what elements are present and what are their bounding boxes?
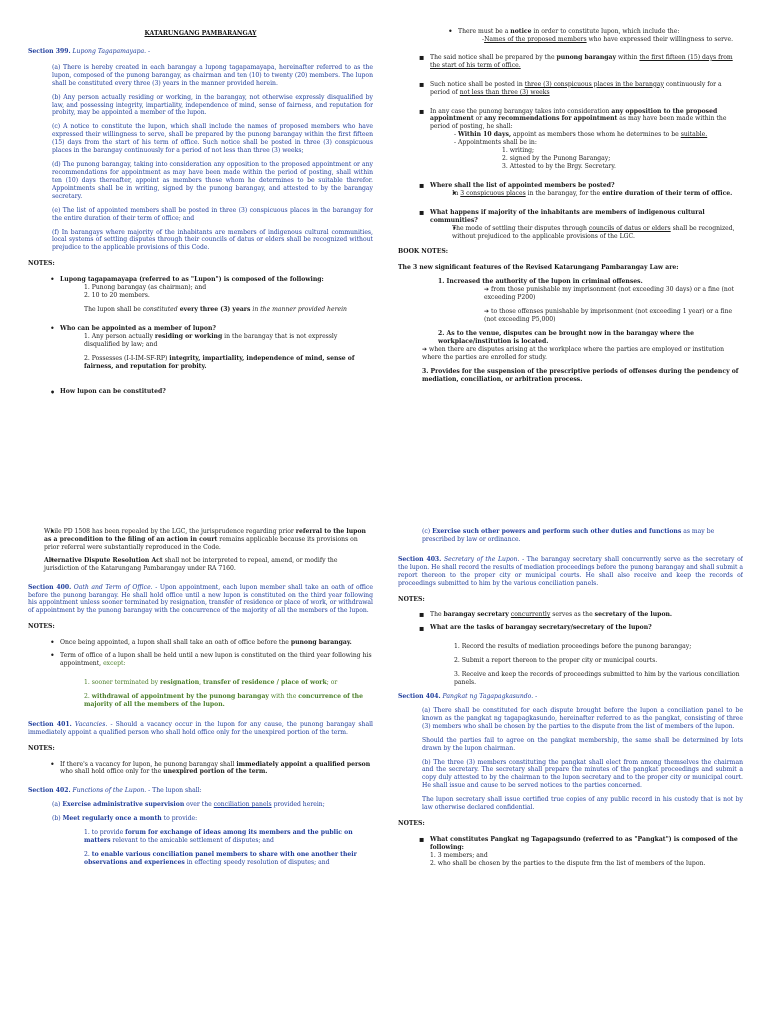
note-secretary-tasks-heading: ▪ What are the tasks of barangay secretary/secretary of the lupon? [398, 624, 743, 632]
text-run: - [482, 35, 485, 43]
section-text: - Upon appointment, each lupon member shall take an oath of office before the punong barangay. He shall hold office until a new lupon is constituted on the third year following his appointment unless sooner terminated by resignation, transfer of residence or place of work, or withdrawal of appointment by the punong barangay with the concurrence of the majority of all the members of the lupon. [28, 583, 373, 615]
note-appointment-process [398, 108, 743, 171]
text-run: within [616, 53, 640, 61]
page-quadrant-top-right [398, 28, 743, 483]
text-run: Such notice shall be posted in [430, 80, 525, 88]
text-run: as may be prescribed by law or ordinance. [422, 528, 715, 543]
notes-label: NOTES: [28, 623, 55, 631]
text-run: There must be a [458, 28, 511, 35]
text-run: Exercise administrative supervision [62, 801, 185, 809]
section-label: Section 402. [28, 787, 71, 795]
section-name: Oath and Term of Office. [71, 583, 153, 591]
document-title: KATARUNGANG PAMBARANGAY [144, 30, 257, 37]
note-heading: ▪ What happens if majority of the inhabitants are members of indigenous cultural communities? [430, 208, 705, 224]
list-item: 1. 3 members; and [430, 851, 488, 859]
text-run: Term of office of a lupon shall be held until a new lupon is constituted on the third year following his appointment, [60, 652, 372, 668]
section-404-a-2: Should the parties fail to agree on the pangkat membership, the same shall be determined by lots drawn by the lupon chairman. [422, 736, 743, 752]
text-run: the first fifteen (15) days from the start of his term of office. [430, 53, 733, 69]
text-run: shall not be interpreted to repeal, amend, or modify the jurisdiction of the Katarungang Pambarangay under RA 7160. [44, 556, 338, 572]
text-run: forum for exchange of ideas among its members and the public on matters [84, 829, 353, 845]
text-run: with the [268, 692, 299, 700]
section-402-a [52, 801, 373, 809]
text-run: If there's a vacancy for lupon, he punong barangay shall [60, 760, 237, 768]
text-run: barangay secretary [443, 611, 509, 619]
note-adr-act [28, 557, 373, 573]
section-label: Section 403. [398, 555, 442, 563]
text-run: concurrently [510, 611, 551, 619]
note-pd-1508 [28, 528, 373, 552]
text-run: Alternative Dispute Resolution Act [44, 556, 163, 564]
note-notice-requirement [398, 28, 743, 44]
section-399-a: (a) There is hereby created in each barangay a lupong tagapamayapa, hereinafter referred to as the lupon, composed of the punong barangay, as chairman and ten (10) to twenty (20) members. The lupon shall be constituted every three (3) years in the manner provided herein. [52, 63, 373, 87]
text-run: concurrence of the majority of all the members of the lupon. [84, 692, 363, 708]
text-run: 2. [84, 850, 92, 858]
note-indigenous-communities [398, 209, 743, 241]
text-run: 1. sooner terminated by [84, 678, 161, 686]
note-sub-item [482, 36, 743, 44]
section-399-b: (b) Any person actually residing or working, in the barangay, not otherwise expressly disqualified by law, and possessing integrity, impartiality, independence of mind, sense of fairness, and reputation for probity, may be appointed a member of the lupon. [52, 93, 373, 117]
text-run: Within 10 days, [458, 131, 512, 139]
notes-label: NOTES: [28, 744, 55, 752]
text-run: unexpired portion of the term. [163, 768, 268, 776]
text-run: any recommendations for appointment [484, 115, 618, 123]
feature-1: 1. Increased the authority of the lupon in criminal offenses. [438, 278, 643, 286]
text-run: Exercise such other powers and perform such other duties and functions [432, 528, 682, 535]
text-run: except: [103, 660, 126, 668]
text-run: residing or working [154, 332, 223, 340]
text-run: Once being appointed, a lupon shall shall take an oath of office before the [60, 639, 291, 647]
section-label: Section 399. [28, 47, 71, 55]
text-run: (c) [422, 528, 433, 535]
text-run: In any case the punong barangay takes into consideration [430, 107, 612, 115]
note-notice-posting [398, 81, 743, 97]
section-402 [28, 787, 373, 795]
section-402-b [52, 815, 373, 823]
text-run: punong barangay [556, 53, 617, 61]
text-run: In [452, 189, 461, 197]
note-notice-preparation [398, 54, 743, 70]
list-item: 1. Punong barangay (as chairman); and [84, 284, 207, 292]
text-run: as may have been made within the period of posting, he shall: [430, 115, 727, 131]
text-run: 2. Possesses (I-I-IM-SF-RP) [84, 354, 170, 362]
section-404-heading [398, 693, 743, 701]
text-run: appoint as members those whom he determines to be [511, 131, 681, 139]
text-run: (b) [52, 815, 63, 823]
section-label: Section 404. [398, 692, 441, 700]
note-sub-item: - Appointments shall be in: [454, 139, 537, 147]
text-run: in effecting speedy resolution of disputes; and [184, 858, 330, 866]
text-run: withdrawal of appointment by the punong barangay [91, 692, 269, 700]
text-run: Names of the proposed members [484, 35, 587, 43]
text-run: in the barangay that is not expressly disqualified by law; and [84, 332, 338, 348]
text-run: entire duration of their term of office. [602, 189, 733, 197]
text-run: any opposition to the proposed appointment [430, 107, 718, 123]
text-run: - [454, 131, 458, 139]
list-item: 2. 10 to 20 members. [84, 292, 150, 300]
text-run: continuously for a period of [430, 80, 722, 96]
text-run: 1. to provide [84, 829, 126, 837]
section-401 [28, 721, 373, 737]
text-run: in the manner provided herein [250, 305, 347, 313]
note-sub-item [454, 131, 743, 139]
text-run: , [199, 678, 204, 686]
task-1: 1. Record the results of mediation proceedings before the punong barangay; [454, 643, 692, 651]
note-list-posting [398, 182, 743, 198]
feature-2-detail: ➔ when there are disputes arising at the workplace where the parties are employed or institution where the parties are enrolled for study. [422, 345, 725, 361]
text-run: referral to the lupon as a precondition to the filing of an action in court [44, 528, 366, 543]
text-run: three (3) conspicuous places in the barangay [524, 80, 664, 88]
section-402-b-1 [84, 829, 373, 845]
note-pangkat-composition [398, 836, 743, 868]
text-run: every three (3) years [177, 305, 251, 313]
note-constitution [84, 306, 373, 314]
note-heading: • Who can be appointed as a member of lupon? [60, 324, 216, 332]
list-item: 1. writing; [502, 147, 535, 155]
section-399-f: (f) In barangays where majority of the inhabitants are members of indigenous cultural communities, local systems of settling disputes through their councils of datus or elders shall be recognized without prejudice to the applicable provisions of this Code. [52, 228, 373, 252]
note-vacancy [28, 761, 373, 777]
section-label: Section 400. [28, 583, 72, 591]
text-run: provided herein; [271, 801, 325, 809]
text-run: constituted [142, 305, 178, 313]
section-399-c: (c) A notice to constitute the lupon, which shall include the names of proposed members who have expressed their willingness to serve, shall be prepared by the punong barangay within the first fifteen (15) days from the start of his term of office. Such notice shall be posted in three (3) conspicuous places in the barangay continuously for a period of not less than three (3) weeks; [52, 123, 373, 155]
note-heading: ▪ What constitutes Pangkat ng Tagapagsundo (referred to as "Pangkat") is composed of the following: [430, 835, 738, 851]
text-run: punong barangay. [290, 639, 352, 647]
section-name: Lupong Tagapamayapa. - [70, 47, 151, 55]
exception-2 [84, 693, 373, 709]
note-oath [28, 639, 373, 647]
page-quadrant-bottom-right [398, 528, 743, 998]
section-400 [28, 584, 373, 616]
section-402-b-2 [84, 851, 373, 867]
list-item: 2. who shall be chosen by the parties to the dispute frm the list of members of the lupon. [430, 859, 706, 867]
note-heading: ▪ Where shall the list of appointed members be posted? [430, 181, 615, 189]
section-text: - Should a vacancy occur in the lupon for any cause, the punong barangay shall immediately appoint a qualified person who shall hold office only for the unexpired portion of the term. [28, 720, 373, 736]
text-run: relevant to the amicable settlement of disputes; and [110, 837, 274, 845]
section-label: Section 401. [28, 720, 72, 728]
text-run: 3 conspicuous places [460, 189, 526, 197]
section-404-b: (b) The three (3) members constituting the pangkat shall elect from among themselves the chairman and the secretary. The secretary shall prepare the minutes of the pangkat proceedings and submit a copy duly attested to by the chairman to the lupon secretary and to the proper city or municipal court. He shall issue and cause to be served notices to the parties concerned. [422, 758, 743, 790]
section-399-heading [28, 48, 373, 56]
list-item: 3. Attested to by the Brgy. Secretary. [502, 162, 616, 170]
book-notes-intro: The 3 new significant features of the Revised Katarungang Pambarangay Law are: [398, 264, 679, 272]
text-run: integrity, impartiality, independence of mind, sense of fairness, and reputation for probity. [84, 354, 355, 370]
text-run: resignation [160, 678, 200, 686]
note-sub-item [430, 190, 743, 198]
text-run: to enable various conciliation panel members to share with one another their observations and experiences [84, 850, 357, 866]
text-run: immediately appoint a qualified person [236, 760, 371, 768]
text-run: shall be recognized, without prejudiced to the applicable provisions of the LGC. [452, 224, 735, 240]
list-item [84, 355, 373, 371]
notes-label: NOTES: [398, 595, 425, 603]
text-run: secretary of the lupon. [594, 611, 673, 619]
text-run: who shall hold office only for the [60, 768, 164, 776]
text-run: over the [184, 801, 214, 809]
note-who-can-be-appointed [28, 325, 373, 371]
text-run: remains applicable because its provisions on prior referral were substantially reproduced in the Code. [44, 535, 358, 551]
text-run: The lupon shall be [84, 305, 143, 313]
text-run: ; or [326, 678, 338, 686]
text-run: 2. [84, 692, 92, 700]
text-run: The said notice shall be prepared by the [430, 53, 557, 61]
notes-label: NOTES: [28, 260, 55, 268]
notes-label: NOTES: [398, 820, 425, 828]
text-run: who have expressed their willingness to serve. [586, 35, 734, 43]
section-404-a: (a) There shall be constituted for each dispute brought before the lupon a conciliation panel to be known as the pangkat ng tagapagkasundo, hereinafter referred to as the pangkat, consisting of three (3) members who shall be chosen by the parties to the dispute from the list of members of the lupon. [422, 706, 743, 730]
text-run: serves as the [550, 611, 595, 619]
section-name: Secretary of the Lupon. [441, 555, 520, 563]
note-sub-item [430, 225, 743, 241]
text-run: 1. Any person actually [84, 332, 155, 340]
section-399-e: (e) The list of appointed members shall be posted in three (3) conspicuous places in the barangay for the entire duration of their term of office; and [52, 206, 373, 222]
feature-1-detail-b: ➔ to those offenses punishable by imprisonment (not exceeding 1 year) or a fine (not exceeding P5,000) [484, 308, 733, 323]
text-run: councils of datus or elders [588, 224, 671, 232]
text-run: to provide: [161, 815, 198, 823]
section-name: Pangkat ng Tagapagkasundo. - [440, 692, 538, 700]
text-run: suitable. [680, 131, 708, 139]
task-2: 2. Submit a report thereon to the proper city or municipal courts. [454, 657, 658, 665]
note-how-constituted: • How lupon can be constituted? [28, 388, 373, 396]
section-name: Functions of the Lupon. [70, 787, 147, 795]
note-heading: • Lupong tagapamayapa (referred to as "Lupon") is composed of the following: [60, 276, 324, 284]
note-lupon-composition [28, 276, 373, 314]
text-run: conciliation panels [213, 801, 272, 809]
text-run: Meet regularly once a month [62, 815, 162, 823]
text-run: (a) [52, 801, 63, 809]
page-quadrant-top-left [28, 28, 373, 483]
text-run: in the barangay, for the [525, 189, 603, 197]
section-399-d: (d) The punong barangay, taking into consideration any opposition to the proposed appointment or any recommendations for appointment as may have been made within the period of posting, shall within ten (10) days thereafter, appoint as members those whom he determines to be suitable therefor. Appointments shall be in writing, signed by the punong barangay, and attested to by the barangay secretary. [52, 161, 373, 200]
text-run: The [430, 611, 444, 619]
text-run: notice [510, 28, 532, 35]
page-quadrant-bottom-left [28, 528, 373, 998]
exception-1 [84, 679, 373, 687]
section-text: - The lupon shall: [146, 787, 202, 795]
book-notes-label: BOOK NOTES: [398, 248, 449, 256]
text-run: in order to constitute lupon, which include the: [531, 28, 680, 35]
text-run: While PD 1508 has been repealed by the LGC, the jurisprudence regarding prior [44, 528, 296, 535]
text-run: or [473, 115, 485, 123]
feature-3: 3. Provides for the suspension of the prescriptive periods of offenses during the pendency of mediation, conciliation, or arbitration process. [422, 367, 739, 383]
task-3: 3. Receive and keep the records of proceedings submitted to him by the various conciliation panels. [454, 671, 740, 687]
feature-1-detail-a: ➔ from those punishable my imprisonment (not exceeding 30 days) or a fine (not exceeding P200) [484, 286, 734, 302]
text-run: The mode of settling their disputes through [452, 224, 589, 232]
text-run: transfer of residence / place of work [203, 678, 327, 686]
section-404-b-2: The lupon secretary shall issue certified true copies of any public record in his custody that is not by law otherwise declared confidential. [422, 796, 743, 812]
list-item: 2. signed by the Punong Barangay; [502, 155, 611, 163]
section-text: - The barangay secretary shall concurrently serve as the secretary of the lupon. He shall record the results of mediation proceedings before the punong barangay and shall submit a report thereon to the proper city or municipal courts. He shall also receive and keep the records of proceedings submitted to him by the various conciliation panels. [398, 555, 743, 587]
text-run: not less than three (3) weeks [459, 88, 550, 96]
section-402-c [422, 528, 743, 544]
list-item [84, 333, 373, 349]
note-term-of-office [28, 652, 373, 668]
feature-2: 2. As to the venue, disputes can be brought now in the barangay where the workplace/institution is located. [438, 329, 694, 345]
section-name: Vacancies. [71, 720, 108, 728]
section-403 [398, 556, 743, 588]
note-secretary [398, 611, 743, 619]
